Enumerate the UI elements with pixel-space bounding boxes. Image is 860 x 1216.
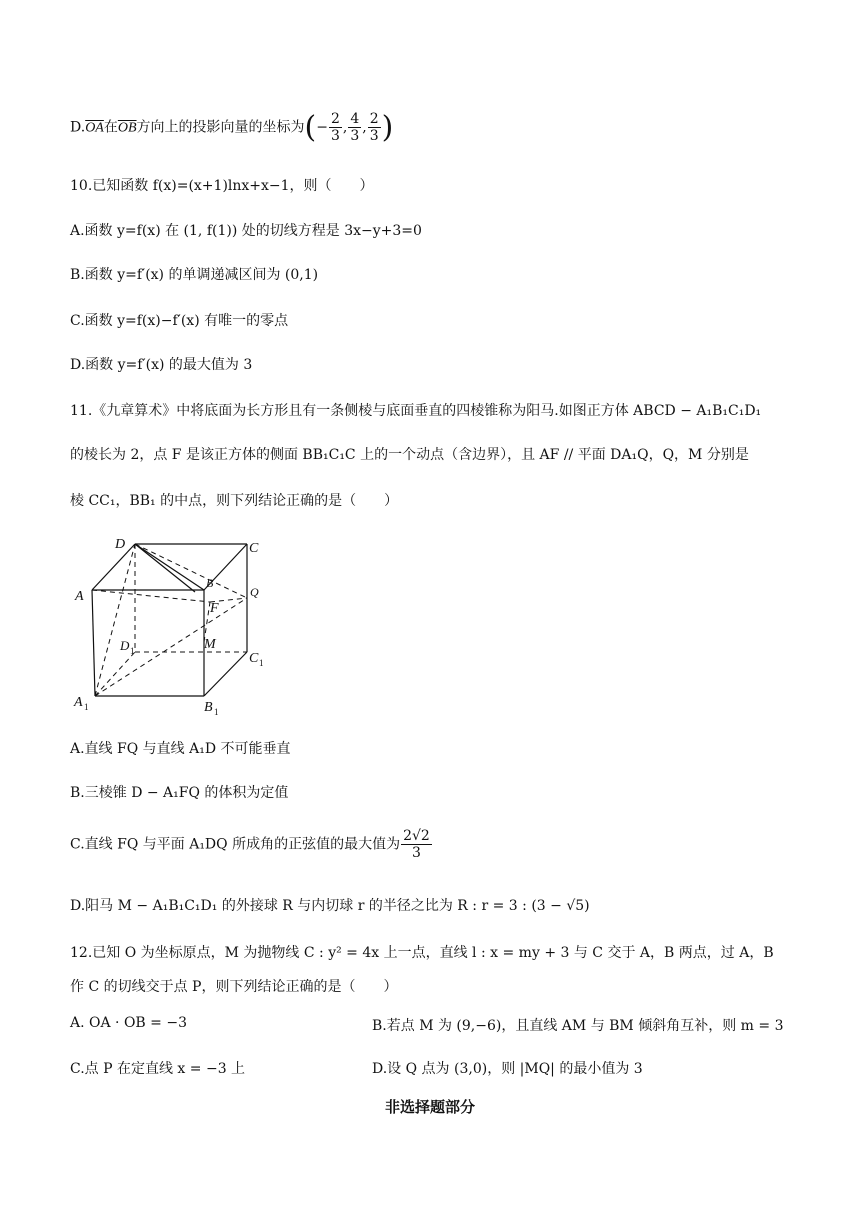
paren-left: ( — [304, 110, 317, 145]
q12-option-d: D.设 Q 点为 (3,0)，则 |MQ| 的最小值为 3 — [372, 1061, 643, 1077]
vector-ob: $\overline{OB}$ — [117, 120, 137, 136]
edge-AD — [92, 544, 135, 590]
numerator: 2 — [369, 111, 379, 127]
option-label: D. — [70, 119, 86, 136]
numerator: 2√2 — [403, 828, 430, 844]
label-D1: D — [120, 638, 130, 653]
q12-option-c: C.点 P 在定直线 x = −3 上 — [70, 1061, 246, 1077]
q10-stem: 10.已知函数 f(x)=(x+1)lnx+x−1，则（ ） — [70, 178, 374, 194]
q11-option-b: B.三棱锥 D − A₁FQ 的体积为定值 — [70, 785, 289, 801]
hidden-segment-AF — [92, 590, 210, 602]
numerator: 2 — [330, 111, 340, 127]
cube-figure — [70, 530, 280, 720]
label-B1-sub: 1 — [214, 707, 219, 717]
q11-stem-line2: 的棱长为 2，点 F 是该正方体的侧面 BB₁C₁C 上的一个动点（含边界），且 AF // 平面 DA₁Q，Q，M 分别是 — [70, 447, 749, 463]
q11-stem-line3: 棱 CC₁，BB₁ 的中点，则下列结论正确的是（ ） — [70, 493, 399, 509]
fraction — [368, 111, 381, 144]
q12-option-b: B.若点 M 为 (9,−6)，且直线 AM 与 BM 倾斜角互补，则 m = 3 — [372, 1018, 784, 1034]
q11-option-a: A.直线 FQ 与直线 A₁D 不可能垂直 — [70, 741, 291, 757]
q12-stem-line2: 作 C 的切线交于点 P，则下列结论正确的是（ ） — [70, 979, 398, 995]
label-M: M — [204, 637, 216, 652]
text: 在 — [103, 119, 118, 136]
fraction-2root2-over-3 — [401, 828, 432, 861]
hidden-segment-A1Q — [95, 598, 247, 696]
q9-option-d: $D.\overline{OA}$在$\overline{OB}$方向上的投影向量的坐标为(− $\frac{2}{3}$ , $\frac{4}{3}$ , $\frac{2}{3}$ ) — [70, 110, 394, 145]
vector-oa: $\overline{OA}$ — [85, 120, 104, 136]
label-C: C — [249, 541, 259, 556]
section-title: 非选择题部分 — [384, 1098, 475, 1116]
q10-option-b: B.函数 y=f′(x) 的单调递减区间为 (0,1) — [70, 267, 319, 283]
label-A1: A — [74, 695, 83, 710]
denominator: 3 — [412, 845, 421, 861]
text: 方向上的投影向量的坐标为 — [136, 119, 305, 136]
edge-AA1 — [92, 590, 95, 696]
edge-B1C1 — [204, 652, 247, 696]
hidden-segment-A1D — [95, 544, 135, 696]
option-c-text: C.直线 FQ 与平面 A₁DQ 所成角的正弦值的最大值为 — [70, 836, 401, 853]
q10-option-a: A.函数 y=f(x) 在 (1, f(1)) 处的切线方程是 3x−y+3=0 — [70, 223, 422, 239]
q11-option-d: D.阳马 M − A₁B₁C₁D₁ 的外接球 R 与内切球 r 的半径之比为 R : r = 3 : (3 − √5) — [70, 898, 590, 914]
q10-option-d: D.函数 y=f′(x) 的最大值为 3 — [70, 357, 253, 373]
label-Q: Q — [250, 585, 259, 599]
q11-stem-line1: 11.《九章算术》中将底面为长方形且有一条侧棱与底面垂直的四棱锥称为阳马.如图正方体 ABCD − A₁B₁C₁D₁ — [70, 403, 762, 419]
denominator: 3 — [330, 128, 340, 144]
denominator: 3 — [369, 128, 379, 144]
fraction — [348, 111, 361, 144]
q11-option-c — [70, 828, 433, 861]
fraction — [329, 111, 342, 144]
denominator: 3 — [350, 128, 360, 144]
label-F: F — [210, 601, 219, 616]
label-B1: B — [204, 700, 213, 715]
q12-option-a: A. OA · OB = −3 — [70, 1015, 187, 1031]
label-C1: C — [249, 651, 259, 666]
segment-DB — [135, 544, 204, 590]
label-D: D — [115, 537, 126, 552]
q10-option-c: C.函数 y=f(x)−f′(x) 有唯一的零点 — [70, 313, 289, 329]
label-A: A — [75, 589, 84, 604]
numerator: 4 — [350, 111, 360, 127]
q12-stem-line1: 12.已知 O 为坐标原点，M 为抛物线 C : y² = 4x 上一点，直线 l : x = my + 3 与 C 交于 A，B 两点，过 A，B — [70, 945, 774, 961]
paren-right: ) — [381, 110, 394, 145]
label-D1-sub: 1 — [130, 646, 135, 656]
label-A1-sub: 1 — [84, 702, 89, 712]
label-B: B — [206, 576, 214, 590]
label-C1-sub: 1 — [259, 658, 264, 668]
segment-DF-solid — [135, 544, 195, 592]
